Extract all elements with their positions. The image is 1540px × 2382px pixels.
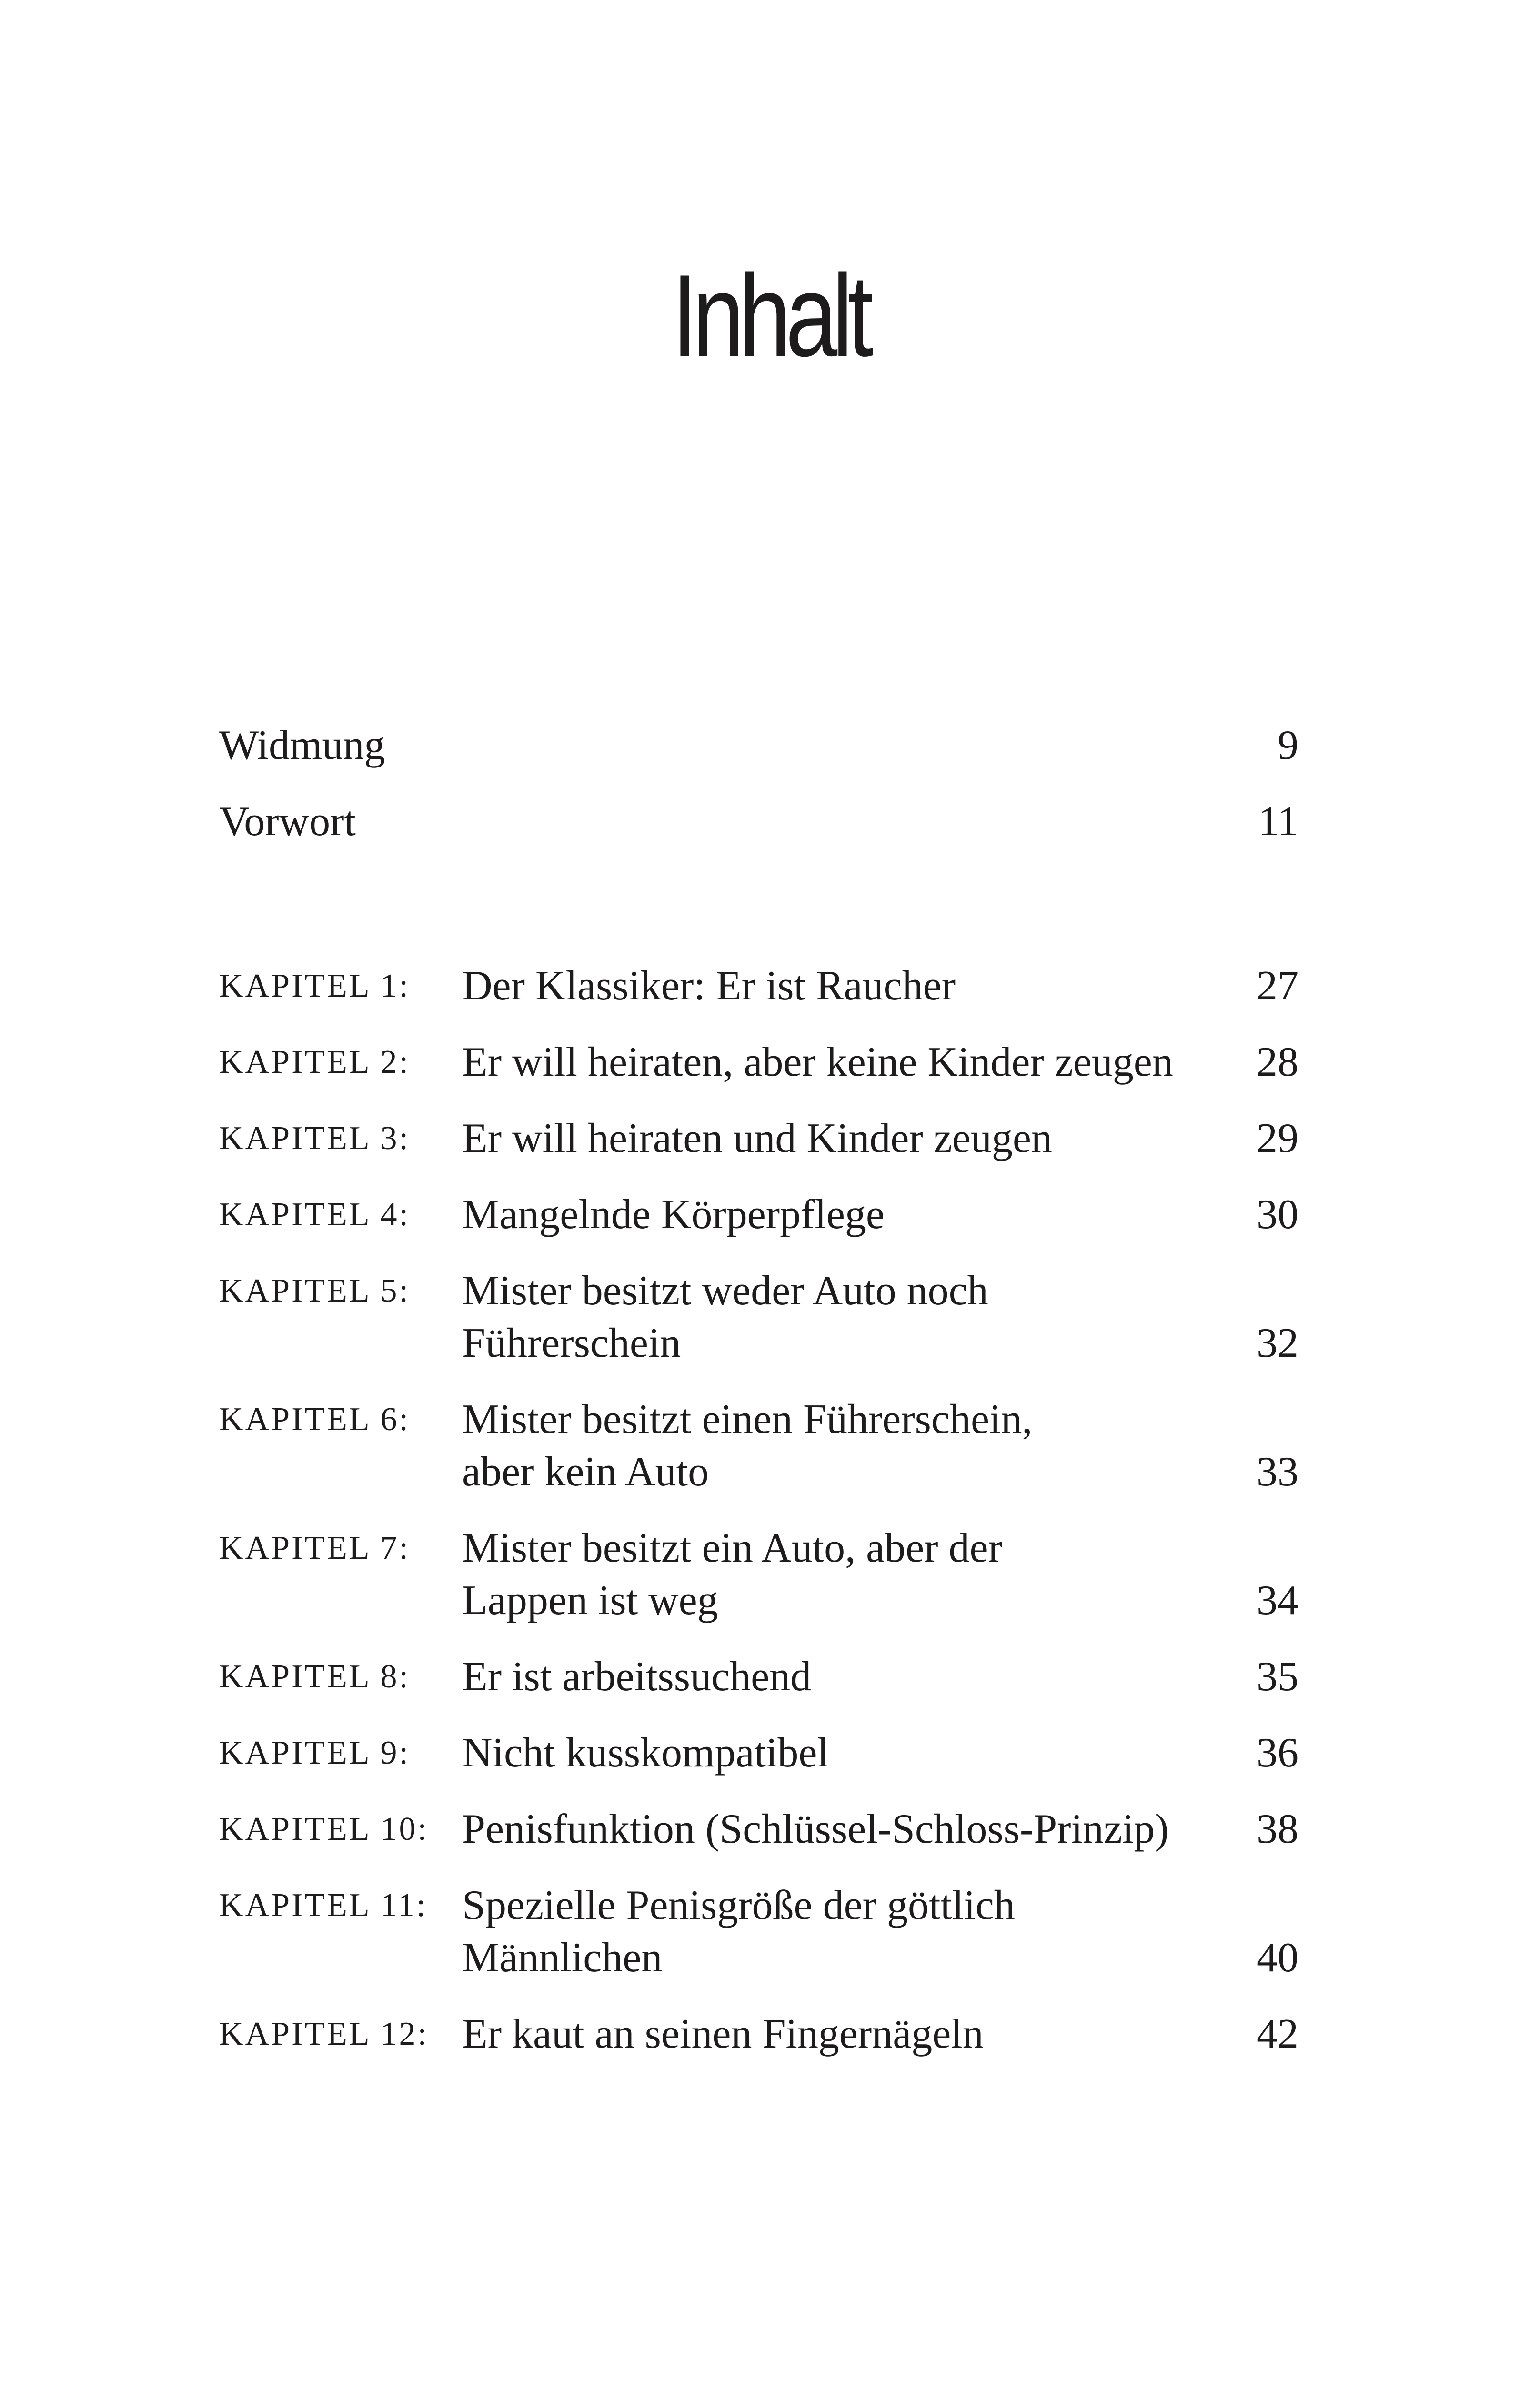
toc-page-number: 32 xyxy=(1257,1320,1298,1366)
chapter-label: KAPITEL 12: xyxy=(219,2016,429,2052)
chapter-label: KAPITEL 10: xyxy=(219,1811,429,1847)
toc-page-number: 35 xyxy=(1257,1654,1298,1700)
toc-page-number: 28 xyxy=(1257,1039,1298,1085)
toc-entry-label: Vorwort xyxy=(219,798,356,845)
toc-page-number: 29 xyxy=(1257,1115,1298,1161)
toc-entry-kapitel-11[interactable] xyxy=(219,1879,1298,1984)
chapter-title xyxy=(462,2008,1253,2060)
toc-page-number: 11 xyxy=(1258,798,1298,845)
toc-entry-kapitel-10[interactable] xyxy=(219,1803,1298,1856)
chapter-title xyxy=(462,1393,1253,1498)
toc-page-number: 34 xyxy=(1257,1577,1298,1624)
toc-entry-kapitel-8[interactable] xyxy=(219,1651,1298,1703)
chapter-title xyxy=(462,960,1253,1012)
chapter-title xyxy=(462,1727,1253,1779)
toc-page-number: 30 xyxy=(1257,1191,1298,1238)
chapter-title-line: Er ist arbeitssuchend xyxy=(462,1654,812,1700)
toc-entry-kapitel-6[interactable] xyxy=(219,1393,1298,1498)
toc-page-number: 27 xyxy=(1257,963,1298,1009)
table-of-contents xyxy=(219,719,1298,2084)
chapter-title-line: Er kaut an seinen Fingernägeln xyxy=(462,2011,984,2057)
chapter-label: KAPITEL 5: xyxy=(219,1272,410,1309)
chapter-label: KAPITEL 4: xyxy=(219,1196,410,1233)
toc-entry-label: Widmung xyxy=(219,722,385,768)
chapter-title-line: Lappen ist weg xyxy=(462,1577,718,1624)
chapter-title xyxy=(462,1265,1253,1370)
chapter-title xyxy=(462,1879,1253,1984)
chapter-label: KAPITEL 2: xyxy=(219,1044,410,1080)
chapter-title-line: Mister besitzt weder Auto noch xyxy=(462,1268,988,1314)
toc-page-number: 40 xyxy=(1257,1935,1298,1981)
toc-entry-kapitel-7[interactable] xyxy=(219,1522,1298,1627)
chapter-title xyxy=(462,1651,1253,1703)
chapter-title-line: Mister besitzt ein Auto, aber der xyxy=(462,1525,1002,1571)
chapter-label: KAPITEL 11: xyxy=(219,1887,428,1924)
chapter-label: KAPITEL 8: xyxy=(219,1658,410,1695)
chapter-title-line: Der Klassiker: Er ist Raucher xyxy=(462,963,956,1009)
chapter-list xyxy=(219,960,1298,2060)
chapter-title xyxy=(462,1112,1253,1165)
toc-entry-kapitel-1[interactable] xyxy=(219,960,1298,1012)
toc-entry-kapitel-9[interactable] xyxy=(219,1727,1298,1779)
chapter-title-line: Mangelnde Körperpflege xyxy=(462,1191,885,1238)
chapter-title-line: Spezielle Penisgröße der göttlich xyxy=(462,1882,1015,1928)
chapter-title-line: Führerschein xyxy=(462,1320,681,1366)
chapter-title-line: aber kein Auto xyxy=(462,1449,709,1495)
toc-page-number: 33 xyxy=(1257,1449,1298,1495)
toc-entry-kapitel-2[interactable] xyxy=(219,1036,1298,1089)
toc-entry-kapitel-12[interactable] xyxy=(219,2008,1298,2060)
chapter-title xyxy=(462,1522,1253,1627)
toc-page-number: 42 xyxy=(1257,2011,1298,2057)
toc-page-number: 38 xyxy=(1257,1806,1298,1852)
chapter-label: KAPITEL 7: xyxy=(219,1530,410,1566)
chapter-label: KAPITEL 9: xyxy=(219,1735,410,1771)
toc-entry-kapitel-5[interactable] xyxy=(219,1265,1298,1370)
chapter-title-line: Er will heiraten, aber keine Kinder zeugen xyxy=(462,1039,1173,1085)
chapter-label: KAPITEL 6: xyxy=(219,1401,410,1438)
chapter-label: KAPITEL 3: xyxy=(219,1120,410,1157)
toc-page-number: 9 xyxy=(1278,722,1298,768)
page-title: Inhalt xyxy=(672,250,868,381)
toc-entry-kapitel-4[interactable] xyxy=(219,1189,1298,1241)
toc-entry-widmung[interactable] xyxy=(219,719,1298,772)
chapter-title-line: Mister besitzt einen Führerschein, xyxy=(462,1396,1033,1443)
toc-page-number: 36 xyxy=(1257,1730,1298,1776)
chapter-title-line: Nicht kusskompatibel xyxy=(462,1730,829,1776)
front-matter-list xyxy=(219,719,1298,848)
toc-entry-vorwort[interactable] xyxy=(219,796,1298,848)
chapter-title-line: Männlichen xyxy=(462,1935,663,1981)
chapter-title xyxy=(462,1036,1253,1089)
toc-entry-kapitel-3[interactable] xyxy=(219,1112,1298,1165)
chapter-title-line: Penisfunktion (Schlüssel-Schloss-Prinzip) xyxy=(462,1806,1169,1852)
chapter-title-line: Er will heiraten und Kinder zeugen xyxy=(462,1115,1052,1161)
chapter-title xyxy=(462,1189,1253,1241)
chapter-label: KAPITEL 1: xyxy=(219,968,410,1004)
chapter-title xyxy=(462,1803,1253,1856)
